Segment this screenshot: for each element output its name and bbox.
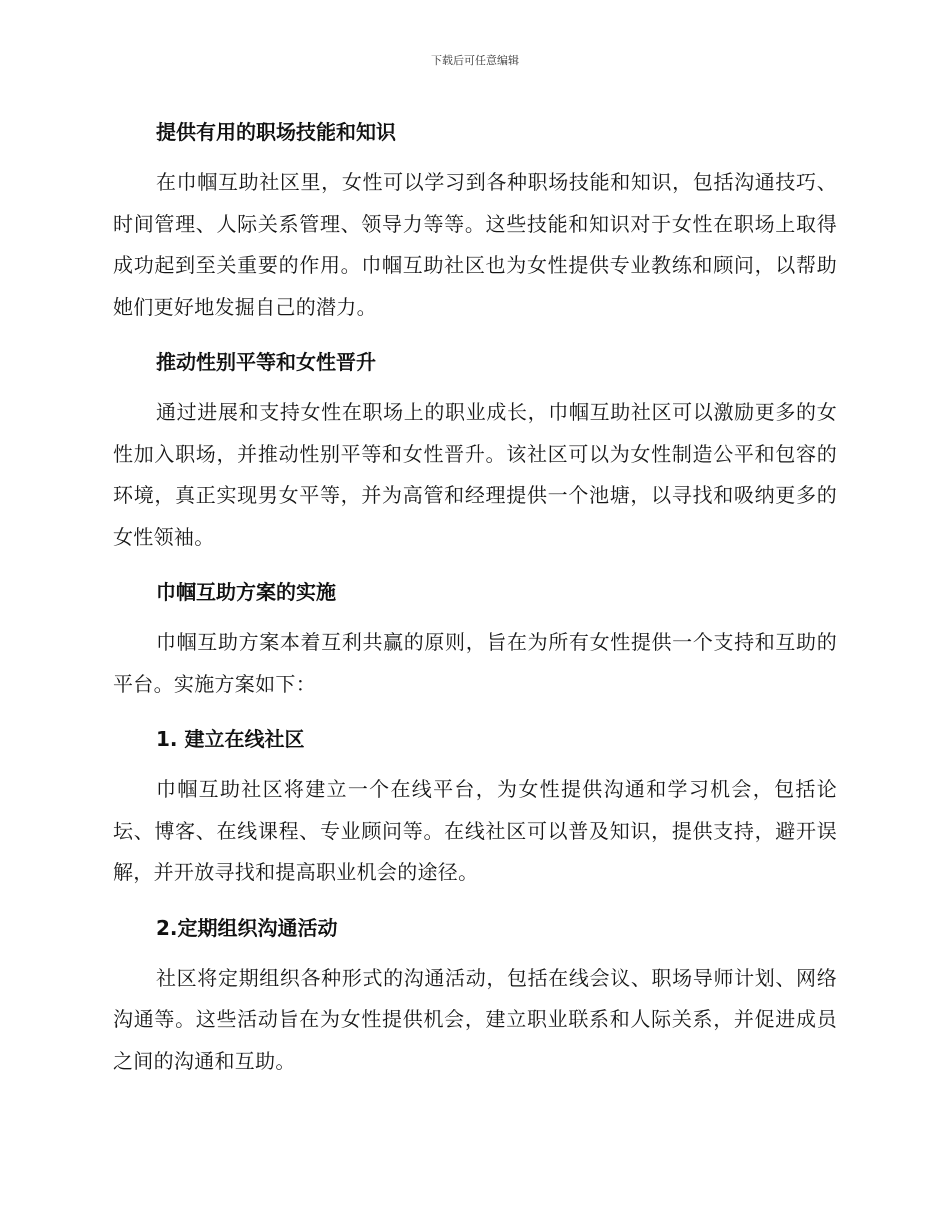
section-heading-skills: 提供有用的职场技能和知识 [156,120,396,144]
page-header: 下载后可任意编辑 [431,54,519,67]
section-heading-implementation: 巾帼互助方案的实施 [156,580,336,604]
section-paragraph-implementation: 巾帼互助方案本着互利共赢的原则，旨在为所有女性提供一个支持和互助的平台。实施方案如下： [113,630,837,696]
section-heading-equality: 推动性别平等和女性晋升 [156,350,376,374]
section-paragraph-online-community: 巾帼互助社区将建立一个在线平台，为女性提供沟通和学习机会，包括论坛、博客、在线课程、专业顾问等。在线社区可以普及知识，提供支持，避开误解，并开放寻找和提高职业机会的途径。 [113,777,837,884]
section-heading-online-community: 1. 建立在线社区 [156,727,305,751]
section-paragraph-skills: 在巾帼互助社区里，女性可以学习到各种职场技能和知识，包括沟通技巧、时间管理、人际关系管理、领导力等等。这些技能和知识对于女性在职场上取得成功起到至关重要的作用。巾帼互助社区也为女性提供专业教练和顾问，以帮助她们更好地发掘自己的潜力。 [113,170,837,319]
section-paragraph-activities: 社区将定期组织各种形式的沟通活动，包括在线会议、职场导师计划、网络沟通等。这些活动旨在为女性提供机会，建立职业联系和人际关系，并促进成员之间的沟通和互助。 [113,965,837,1073]
section-heading-activities: 2.定期组织沟通活动 [156,915,338,940]
section-paragraph-equality: 通过进展和支持女性在职场上的职业成长，巾帼互助社区可以激励更多的女性加入职场，并推动性别平等和女性晋升。该社区可以为女性制造公平和包容的环境，真正实现男女平等，并为高管和经理提供一个池塘，以寻找和吸纳更多的女性领袖。 [113,400,837,549]
document-body [113,110,837,1094]
